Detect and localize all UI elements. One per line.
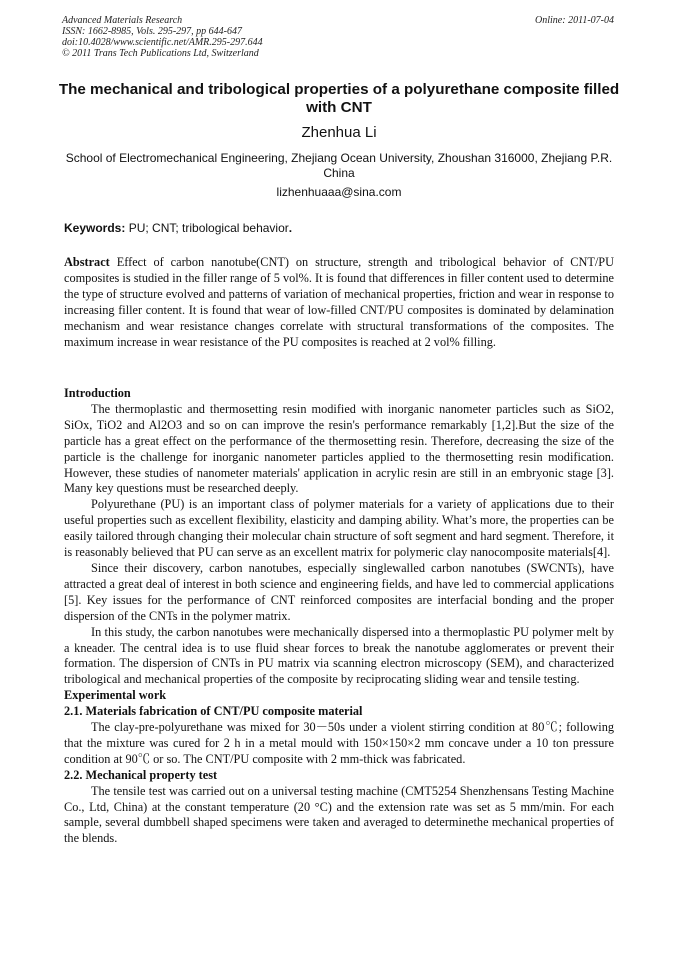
- abstract-text: Effect of carbon nanotube(CNT) on structure, strength and tribological behavior of CNT/PU composites is studied in the filler range of 5 vol%. It is found that differences in filler content used to determine the type of structure evolved and patterns of variation of mechanical properties, friction and wear in response to increasing filler content. It is found that wear of low-filled CNT/PU composites is dominated by delamination mechanism and wear resistance changes correlate with structural transformations of the composites. The maximum increase in wear resistance of the PU composites is reached at 2 vol% filling.: [64, 255, 614, 349]
- keywords-label: Keywords:: [64, 221, 126, 235]
- paper-title: The mechanical and tribological properties of a polyurethane composite filled with CNT: [58, 81, 620, 116]
- author-affiliation: School of Electromechanical Engineering, Zhejiang Ocean University, Zhoushan 316000, Zhejiang P.R. China: [65, 151, 613, 180]
- body-sections: [64, 386, 614, 847]
- materials-paragraph: The clay-pre-polyurethane was mixed for 30－50s under a violent stirring condition at 80℃; following that the mixture was cured for 2 h in a metal mould with 150×150×2 mm concave under a 10 ton pressure condition at 90℃ or so. The CNT/PU composite with 2 mm-thick was fabricated.: [64, 720, 614, 766]
- introduction-heading: Introduction: [64, 386, 131, 400]
- subsection-heading: 2.1. Materials fabrication of CNT/PU composite material: [64, 704, 363, 719]
- keywords: [64, 221, 292, 235]
- author-name: Zhenhua Li: [301, 124, 377, 141]
- issn-line: ISSN: 1662-8985, Vols. 295-297, pp 644-647: [62, 26, 242, 37]
- intro-paragraph: Polyurethane (PU) is an important class of polymer materials for a variety of applications due to their useful properties such as excellent flexibility, elasticity and damping ability. What’s more, the properties can be easily tailored through changing their molecular chain structure of soft segment and hard segment. Therefore, it is reasonably believed that PU can serve as an excellent matrix for polymeric clay nanocomposite materials[4].: [64, 497, 614, 560]
- mechanical-test-paragraph: The tensile test was carried out on a universal testing machine (CMT5254 Shenzhensans Testing Machine Co., Ltd, China) at the constant temperature (20 °C) and the extension rate was set as 5 mm/min. For each sample, several dumbbell shaped specimens were taken and averaged to determinethe mechanical properties of the blends.: [64, 783, 614, 846]
- intro-paragraph: The thermoplastic and thermosetting resin modified with inorganic nanometer particles such as SiO2, SiOx, TiO2 and Al2O3 and so on can improve the resin's performance remarkably [1,2].But the size of the particle has a great effect on the performance of the thermosetting resin. Therefore, decreasing the size of the particle is the challenge for inorganic nanometer particles applied to the thermosetting resin modification. However, these studies of nanometer materials' application in acrylic resin are still in an embryonic stage [3]. Many key questions must be researched deeply.: [64, 401, 614, 496]
- journal-name: Advanced Materials Research: [62, 15, 183, 26]
- journal-header: [62, 15, 263, 59]
- author-email: lizhenhuaaa@sina.com: [276, 185, 402, 199]
- experimental-heading: Experimental work: [64, 688, 167, 703]
- abstract-section: [64, 255, 614, 350]
- subsection-heading: 2.2. Mechanical property test: [64, 767, 218, 782]
- online-date: Online: 2011-07-04: [535, 15, 614, 26]
- keywords-end: .: [288, 221, 293, 235]
- doi-line: doi:10.4028/www.scientific.net/AMR.295-297.644: [62, 37, 263, 48]
- copyright-line: © 2011 Trans Tech Publications Ltd, Switzerland: [62, 48, 259, 59]
- keywords-text: PU; CNT; tribological behavior: [128, 221, 289, 235]
- abstract-label: Abstract: [64, 255, 110, 269]
- intro-paragraph: Since their discovery, carbon nanotubes, especially singlewalled carbon nanotubes (SWCNTs), have attracted a great deal of interest in both science and engineering fields, and have led to commercial applications [5]. Key issues for the performance of CNT reinforced composites are interfacial bonding and the proper dispersion of the CNTs in the polymer matrix.: [64, 560, 614, 623]
- intro-paragraph: In this study, the carbon nanotubes were mechanically dispersed into a thermoplastic PU polymer melt by a kneader. The central idea is to use fluid shear forces to break the nanotube agglomerates or prevent their formation. The dispersion of CNTs in PU matrix via scanning electron microscopy (SEM), and characterized tribological and mechanical properties of the composite by reciprocating sliding wear and tensile testing.: [64, 624, 614, 687]
